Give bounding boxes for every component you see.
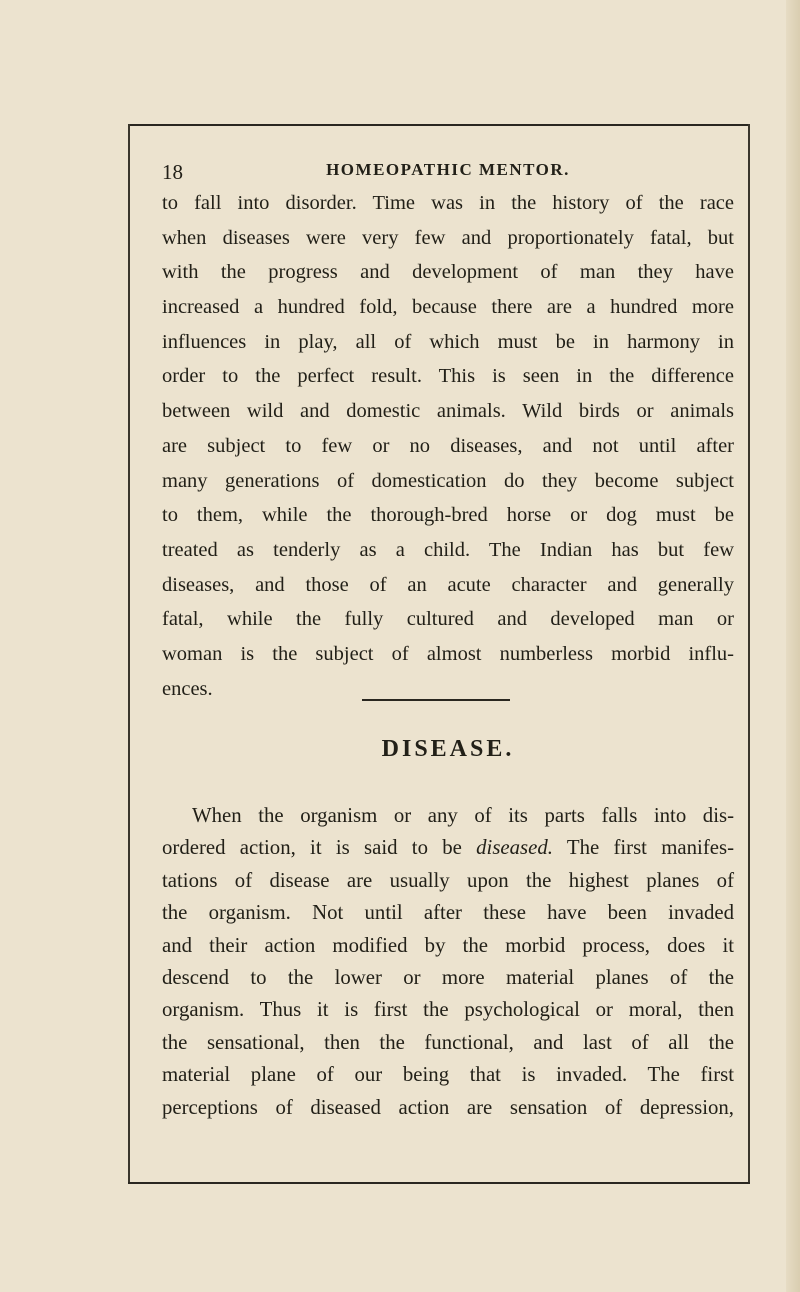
- text-fragment: The first manifes-: [552, 836, 734, 860]
- text-line: [162, 800, 734, 832]
- page-edge: [786, 0, 800, 1292]
- text-line: between wild and domestic animals. Wild birds or animals: [162, 400, 734, 423]
- text-line: material plane of our being that is invaded. The first: [162, 1063, 734, 1087]
- section-divider: [362, 699, 510, 701]
- text-line: increased a hundred fold, because there are a hundred more: [162, 296, 734, 319]
- text-line: order to the perfect result. This is seen in the difference: [162, 365, 734, 388]
- text-line: [162, 832, 734, 864]
- paragraph-1: [162, 186, 734, 706]
- text-line: and their action modified by the morbid process, does it: [162, 933, 734, 957]
- text-line: to them, while the thorough-bred horse or dog must be: [162, 504, 734, 527]
- frame-border-bottom: [128, 1182, 750, 1184]
- frame-border-right: [748, 124, 750, 1184]
- frame-border-left: [128, 124, 130, 1184]
- text-line: tations of disease are usually upon the highest planes of: [162, 868, 734, 892]
- text-line: influences in play, all of which must be in harmony in: [162, 330, 734, 353]
- text-line: ences.: [162, 677, 213, 700]
- running-title: HOMEOPATHIC MENTOR.: [326, 160, 570, 179]
- text-line: diseases, and those of an acute character and generally: [162, 573, 734, 596]
- text-line: descend to the lower or more material planes of the: [162, 965, 734, 989]
- text-line: perceptions of diseased action are sensation of depression,: [162, 1095, 734, 1119]
- text-line: many generations of domestication do they become subject: [162, 469, 734, 492]
- frame-border-top: [128, 124, 750, 126]
- text-line: are subject to few or no diseases, and not until after: [162, 434, 734, 457]
- emphasized-term: diseased.: [476, 836, 553, 860]
- text-line: with the progress and development of man they have: [162, 261, 734, 284]
- section-heading: DISEASE.: [381, 736, 515, 762]
- text-line: the organism. Not until after these have been invaded: [162, 901, 734, 925]
- text-line: fatal, while the fully cultured and developed man or: [162, 608, 734, 631]
- page-header: [162, 160, 734, 184]
- text-line: the sensational, then the functional, and last of all the: [162, 1030, 734, 1054]
- text-line: woman is the subject of almost numberless morbid influ-: [162, 642, 734, 665]
- text-line: to fall into disorder. Time was in the history of the race: [162, 192, 734, 214]
- page-number: 18: [162, 160, 183, 184]
- text-fragment: When the organism or any of its parts falls into dis-: [192, 804, 734, 827]
- text-line: organism. Thus it is first the psychological or moral, then: [162, 998, 734, 1022]
- text-line: when diseases were very few and proportionately fatal, but: [162, 226, 734, 249]
- paragraph-2: [162, 800, 734, 1124]
- text-fragment: ordered action, it is said to be: [162, 836, 477, 860]
- text-line: treated as tenderly as a child. The Indian has but few: [162, 538, 734, 561]
